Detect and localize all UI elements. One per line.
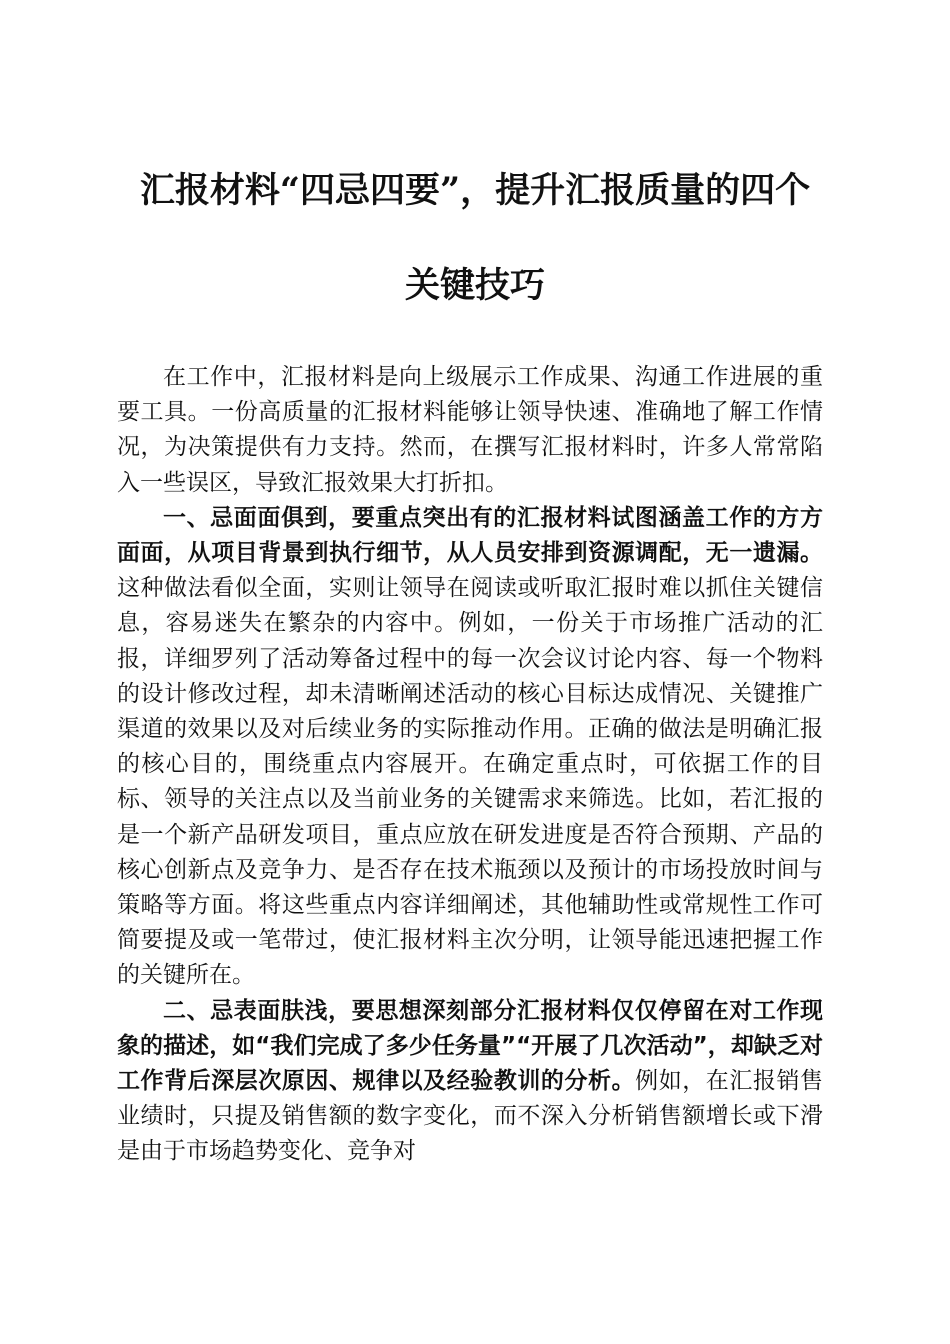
paragraph-intro	[117, 360, 823, 501]
document-body	[117, 360, 823, 1170]
section-1-text: 这种做法看似全面，实则让领导在阅读或听取汇报时难以抓住关键信息，容易迷失在繁杂的内容中。例如，一份关于市场推广活动的汇报，详细罗列了活动筹备过程中的每一次会议讨论内容、每一个物料的设计修改过程，却未清晰阐述活动的核心目标达成情况、关键推广渠道的效果以及对后续业务的实际推动作用。正确的做法是明确汇报的核心目的，围绕重点内容展开。在确定重点时，可依据工作的目标、领导的关注点以及当前业务的关键需求来筛选。比如，若汇报的是一个新产品研发项目，重点应放在研发进度是否符合预期、产品的核心创新点及竞争力、是否存在技术瓶颈以及预计的市场投放时间与策略等方面。将这些重点内容详细阐述，其他辅助性或常规性工作可简要提及或一笔带过，使汇报材料主次分明，让领导能迅速把握工作的关键所在。	[117, 575, 823, 989]
section-2-heading: 二、忌表面肤浅，要思想深刻部分汇报材料仅仅停留在对工作现象的描述，如“我们完成了多少任务量”“开展了几次活动”，却缺乏对工作背后深层次原因、规律以及经验教训的分析。	[117, 997, 823, 1095]
paragraph-intro-text: 在工作中，汇报材料是向上级展示工作成果、沟通工作进展的重要工具。一份高质量的汇报材料能够让领导快速、准确地了解工作情况，为决策提供有力支持。然而，在撰写汇报材料时，许多人常常陷入一些误区，导致汇报效果大打折扣。	[117, 364, 823, 496]
section-2-text: 例如，在汇报销售业绩时，只提及销售额的数字变化，而不深入分析销售额增长或下滑是由于市场趋势变化、竞争对	[117, 1068, 824, 1165]
section-1-heading: 一、忌面面俱到，要重点突出有的汇报材料试图涵盖工作的方方面面，从项目背景到执行细节，从人员安排到资源调配，无一遗漏。	[117, 504, 823, 567]
document-title-line-1: 汇报材料“四忌四要”，提升汇报质量的四个	[139, 170, 811, 211]
document-title-line-2: 关键技巧	[404, 265, 545, 306]
paragraph-section-2	[117, 994, 823, 1170]
paragraph-section-1	[117, 501, 823, 994]
